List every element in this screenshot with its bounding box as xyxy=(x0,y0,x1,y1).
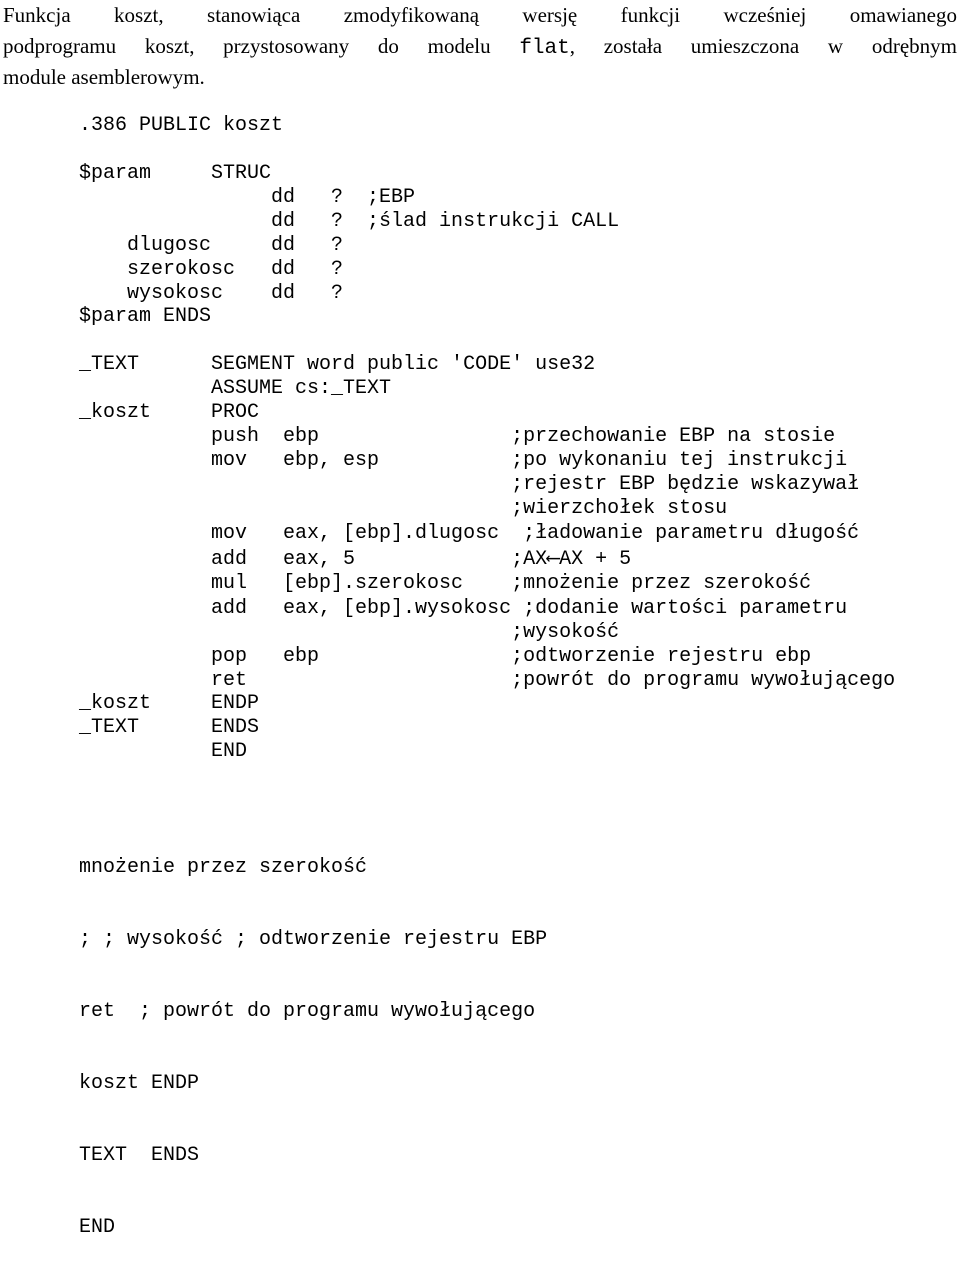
code-line: szerokosc dd ? xyxy=(79,258,344,281)
intro-inline-code: flat xyxy=(519,37,570,60)
tail-line: mnożenie przez szerokość xyxy=(79,856,368,879)
code-line: END xyxy=(79,740,248,763)
code-line: $param STRUC xyxy=(79,162,272,185)
tail-line: TEXT ENDS xyxy=(79,1144,200,1167)
intro-line-2-end: , została umieszczona w odrębnym xyxy=(569,34,957,58)
code-line: ;rejestr EBP będzie wskazywał xyxy=(79,473,860,496)
code-line: ;wysokość xyxy=(79,621,620,644)
code-line: _koszt PROC xyxy=(79,401,260,424)
code-line: _TEXT ENDS xyxy=(79,716,260,739)
code-line: wysokosc dd ? xyxy=(79,282,344,305)
trailing-fragment xyxy=(79,808,547,1264)
code-line: add eax, [ebp].wysokosc ;dodanie wartości parametru xyxy=(79,597,848,620)
code-line: pop ebp ;odtworzenie rejestru ebp xyxy=(79,645,812,668)
code-line: .386 PUBLIC koszt xyxy=(79,114,284,137)
code-line: _TEXT SEGMENT word public 'CODE' use32 xyxy=(79,353,596,376)
code-line: dd ? ;ślad instrukcji CALL xyxy=(79,210,620,233)
code-line: _koszt ENDP xyxy=(79,692,260,715)
tail-line: END xyxy=(79,1216,116,1239)
code-line: ;wierzchołek stosu xyxy=(79,497,728,520)
code-line: mov eax, [ebp].dlugosc ;ładowanie parametru długość xyxy=(79,522,860,545)
tail-line: ret ; powrót do programu wywołującego xyxy=(79,1000,536,1023)
tail-line: koszt ENDP xyxy=(79,1072,200,1095)
tail-line: ; ; wysokość ; odtworzenie rejestru EBP xyxy=(79,928,548,951)
code-line: $param ENDS xyxy=(79,305,212,328)
code-line: mov ebp, esp ;po wykonaniu tej instrukcji xyxy=(79,449,848,472)
code-line: add eax, 5 ;AX⟵AX + 5 xyxy=(79,548,632,571)
code-line: ret ;powrót do programu wywołującego xyxy=(79,669,896,692)
code-line: dd ? ;EBP xyxy=(79,186,416,209)
code-line: dlugosc dd ? xyxy=(79,234,344,257)
intro-paragraph xyxy=(3,0,957,93)
intro-line-2-start: podprogramu koszt, przystosowany do modelu xyxy=(3,34,520,58)
code-line: mul [ebp].szerokosc ;mnożenie przez szerokość xyxy=(79,572,812,595)
intro-line-3: module asemblerowym. xyxy=(3,65,205,89)
intro-line-1: Funkcja koszt, stanowiąca zmodyfikowaną wersję funkcji wcześniej omawianego xyxy=(3,3,957,27)
intro-line-2 xyxy=(3,31,957,62)
code-line: ASSUME cs:_TEXT xyxy=(79,377,392,400)
code-line: push ebp ;przechowanie EBP na stosie xyxy=(79,425,836,448)
